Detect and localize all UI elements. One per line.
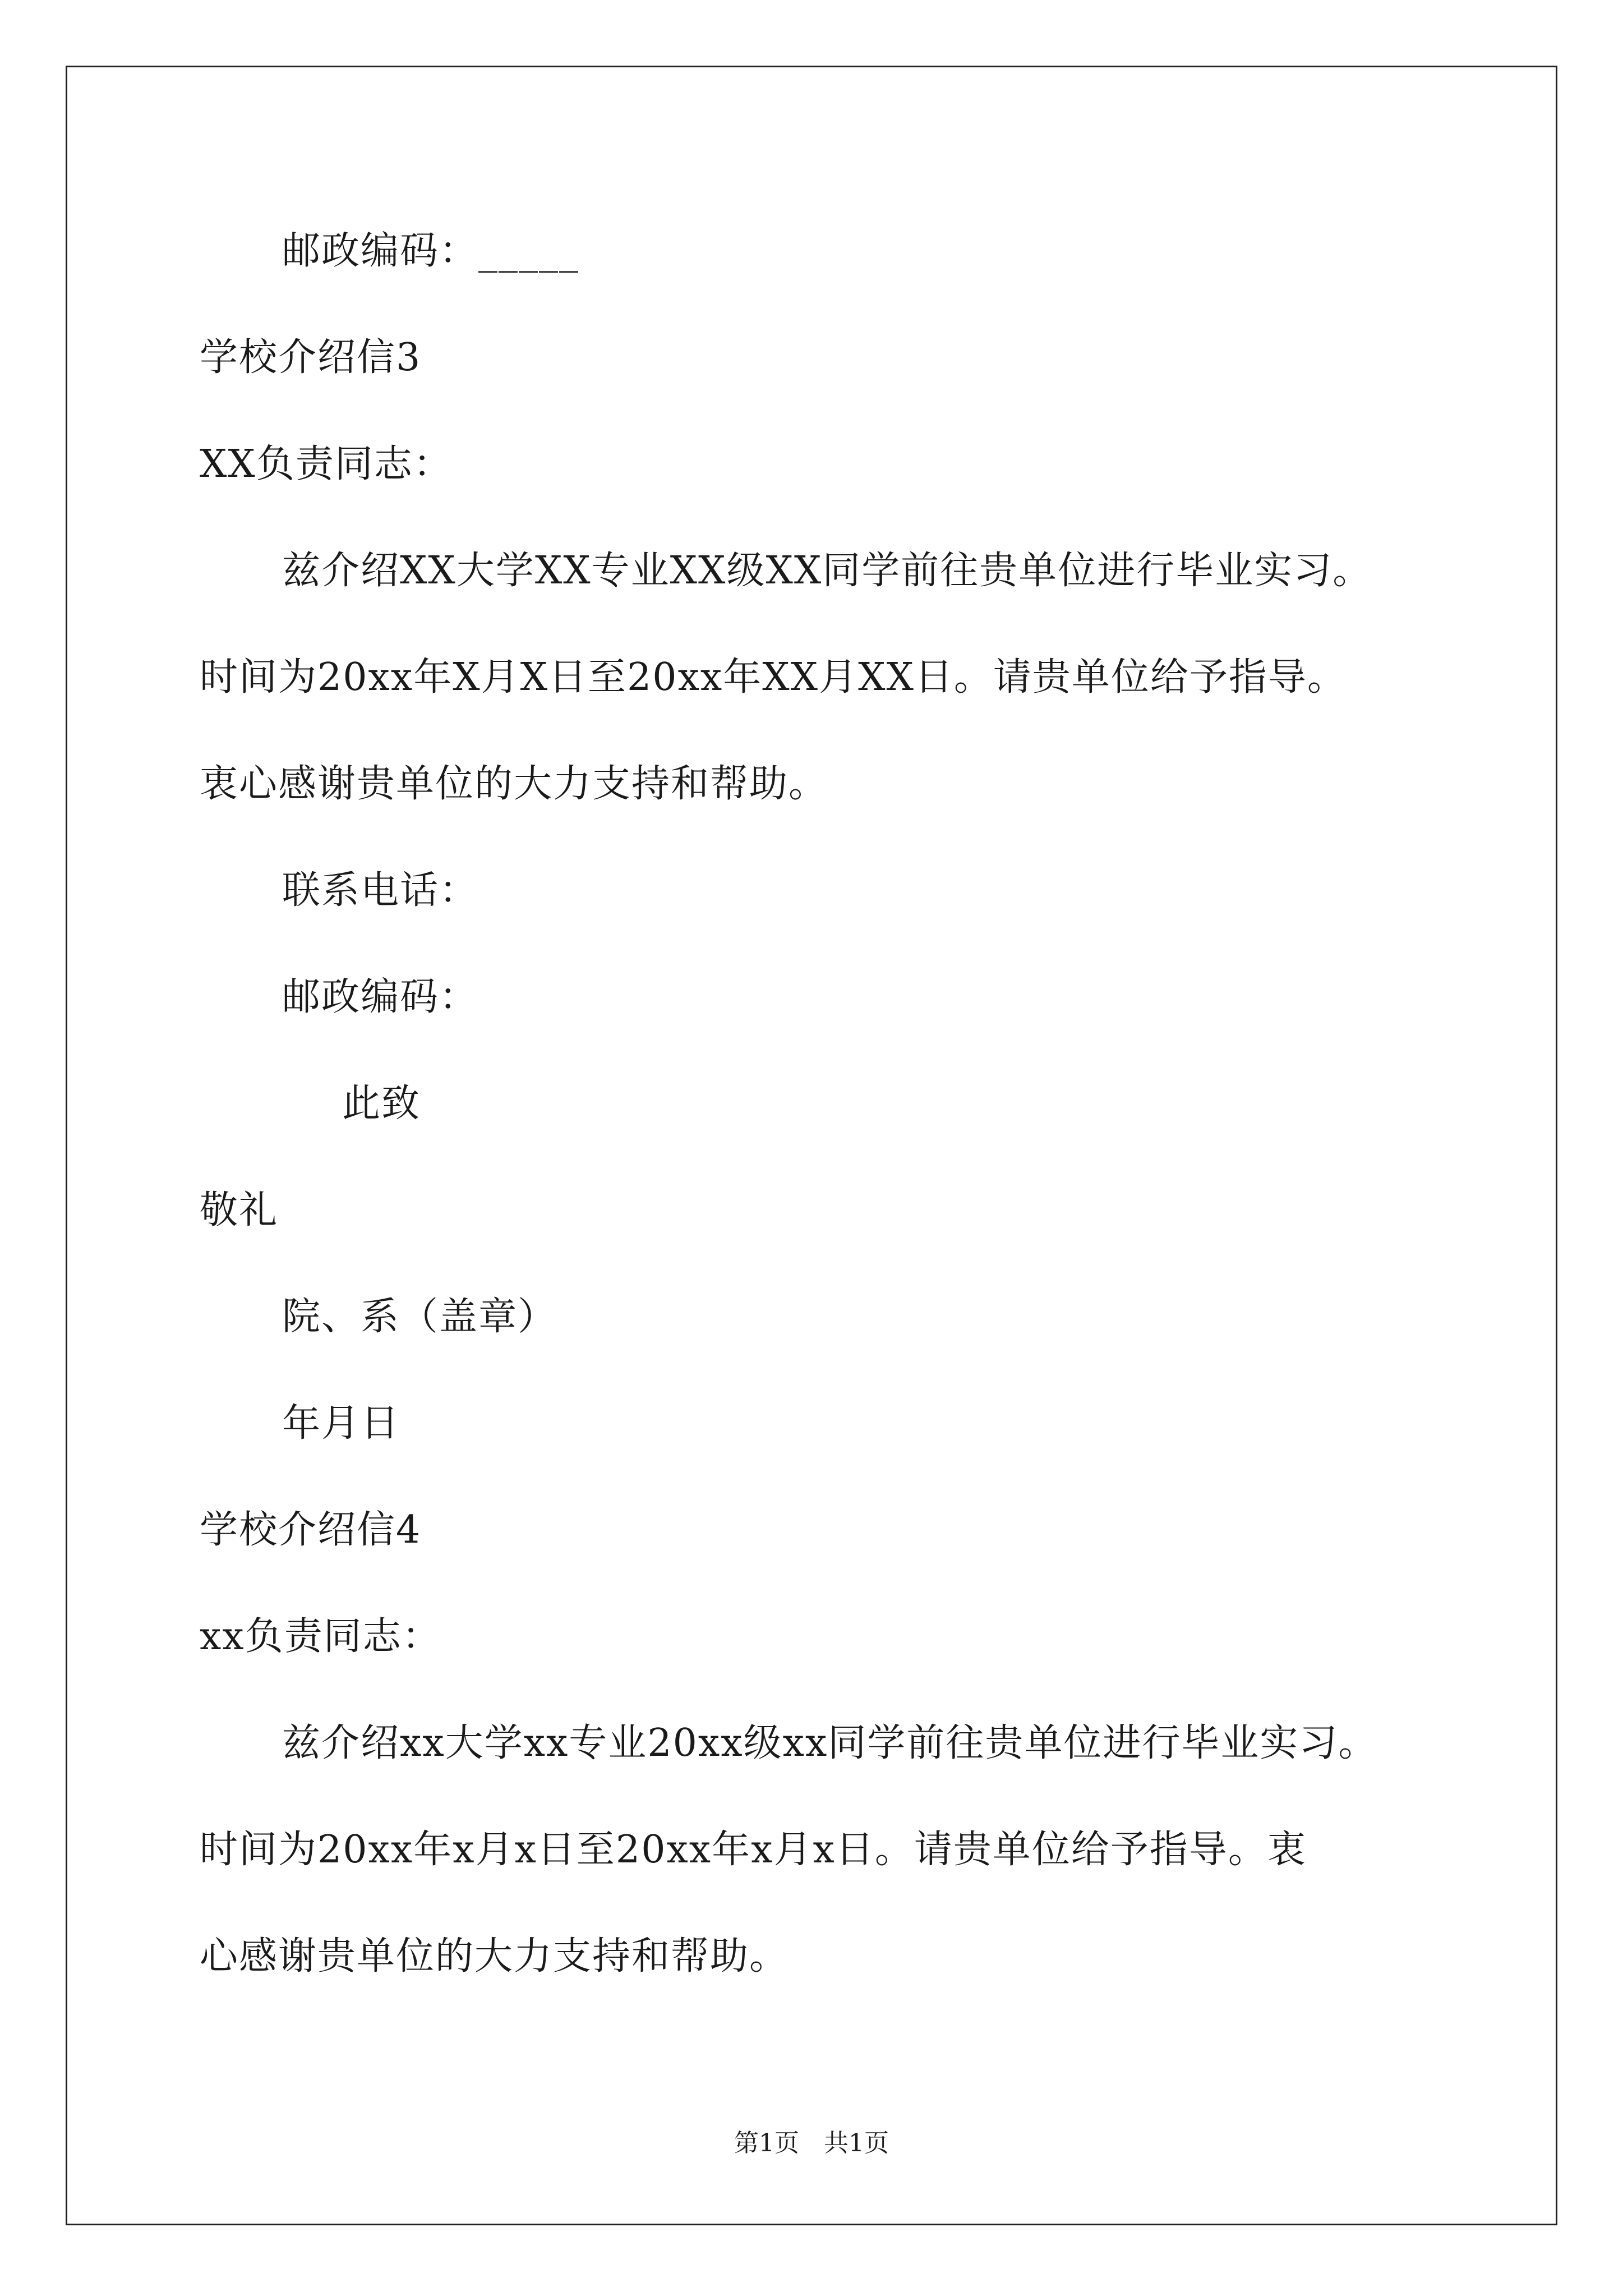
salutation-4: xx负责同志： bbox=[200, 1614, 441, 1659]
body-text-3-line-2: 时间为20xx年X月X日至20xx年XX月XX日。请贵单位给予指导。 bbox=[200, 655, 1347, 700]
page-number-footer: 第1页 共1页 bbox=[734, 2129, 889, 2157]
body-text-4-line-3: 心感谢贵单位的大力支持和帮助。 bbox=[200, 1934, 789, 1978]
body-text-3-line-3: 衷心感谢贵单位的大力支持和帮助。 bbox=[200, 762, 828, 806]
body-text-4-line-1: 兹介绍xx大学xx专业20xx级xx同学前往贵单位进行毕业实习。 bbox=[282, 1721, 1378, 1765]
body-text-4-line-2: 时间为20xx年x月x日至20xx年x月x日。请贵单位给予指导。衷 bbox=[200, 1828, 1307, 1872]
postal-code-line-1: 邮政编码：_____ bbox=[282, 229, 580, 273]
postal-code-line-2: 邮政编码： bbox=[282, 975, 479, 1019]
section-title-3: 学校介绍信3 bbox=[200, 335, 422, 380]
stamp-line: 院、系（盖章） bbox=[282, 1295, 557, 1339]
regards-line: 敬礼 bbox=[200, 1188, 279, 1232]
section-title-4: 学校介绍信4 bbox=[200, 1508, 422, 1552]
date-line: 年月日 bbox=[282, 1401, 400, 1446]
salutation-3: XX负责同志： bbox=[200, 442, 453, 486]
body-text-3-line-1: 兹介绍XX大学XX专业XX级XX同学前往贵单位进行毕业实习。 bbox=[282, 549, 1372, 593]
contact-phone-line: 联系电话： bbox=[282, 868, 479, 913]
page-border bbox=[66, 66, 1557, 2225]
closing-line: 此致 bbox=[342, 1082, 421, 1126]
